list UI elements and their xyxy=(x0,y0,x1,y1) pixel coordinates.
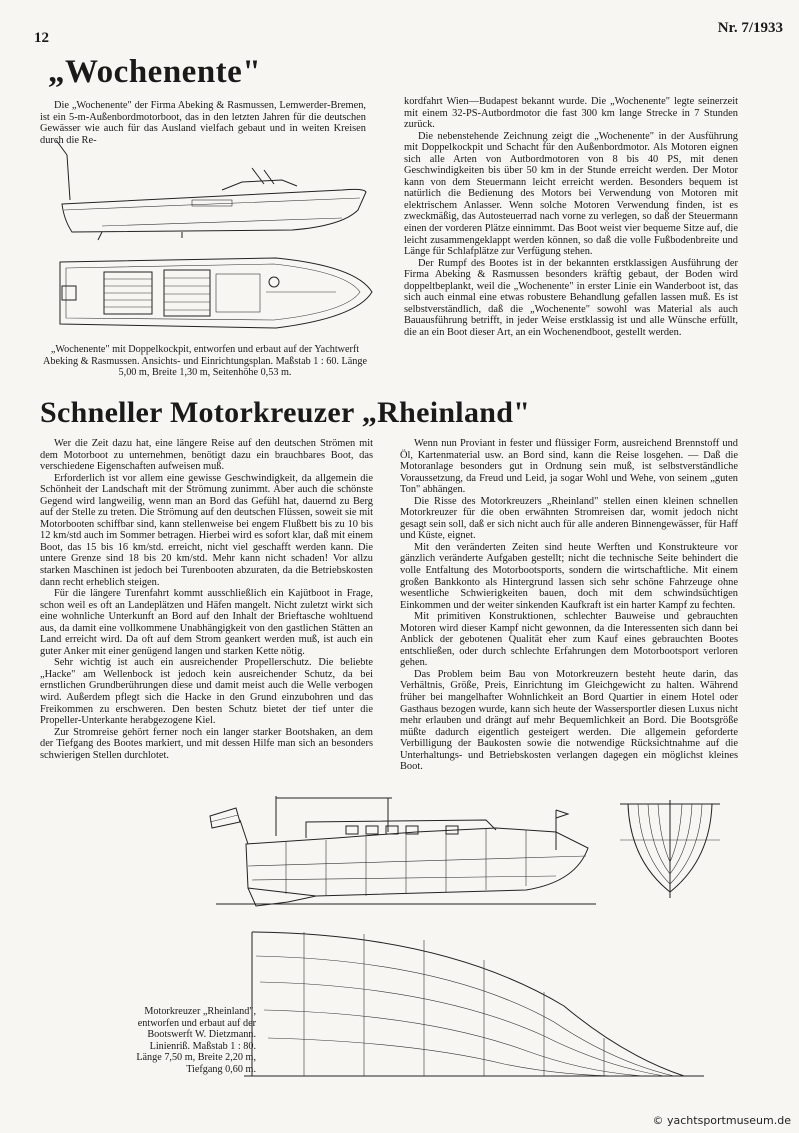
paragraph: Für die längere Turenfahrt kommt ausschließlich ein Kajütboot in Frage, schon weil es oft an Landeplätzen und Häfen mangelt. Nicht zuletzt wirkt sich eine wohnliche Unterkunft an Bord auf den Inhalt der Brieftasche wohltuend aus, da damit eine vollkommene Unabhängigkeit von den gastlichen Stätten an Land erreicht wird. Da oft auf dem Strom geankert werden muß, ist auch ein guter Anker mit einer genügend langen und starken Kette nötig. xyxy=(40,588,373,657)
paragraph: Die Risse des Motorkreuzers „Rheinland" stellen einen kleinen schnellen Motorkreuzer für die oben erwähnten Stromreisen dar, womit jedoch nicht gesagt sein soll, daß er sich nicht auch für alle anderen Binnengewässer, für Haff und Küste, eignet. xyxy=(400,495,738,542)
rheinland-half-breadth-plan-drawing xyxy=(244,926,704,1096)
wochenente-plan-view-drawing xyxy=(56,252,376,336)
paragraph: Mit primitiven Konstruktionen, schlechter Bauweise und gebrauchten Motoren wird dieser Kampf nicht gewonnen, da die Interessenten sich dann bei Anblick der gebotenen Qualität eher zum Kauf eines gebrauchten Bootes entschließen, oder durch schlechte Erfahrungen dem Motorbootsport verloren gehen. xyxy=(400,611,738,669)
figure-caption-rheinland xyxy=(44,1006,256,1076)
rheinland-body-section-drawing xyxy=(620,800,720,900)
paragraph: Zur Stromreise gehört ferner noch ein langer starker Bootshaken, an dem der Tiefgang des Bootes markiert, und mit dessen Hilfe man sich an besonders schwierigen Stellen durchlotet. xyxy=(40,726,373,761)
caption-line: Bootswerft W. Dietzmann. xyxy=(147,1029,256,1041)
article2-left-column xyxy=(40,438,373,761)
article-title-wochenente: „Wochenente" xyxy=(48,54,262,90)
paragraph: Wenn nun Proviant in fester und flüssiger Form, ausreichend Brennstoff und Öl, Kartenmaterial usw. an Bord sind, kann die Reise losgehen. — Daß die Motoranlage besonders gut in Ordnung sein muß, ist selbstverständliche Voraussetzung, da Freud und Leid, ja sogar Wohl und Wehe, von seinem „guten Ton" abhängen. xyxy=(400,438,738,496)
paragraph: Die nebenstehende Zeichnung zeigt die „Wochenente" in der Ausführung mit Doppelkockpit und Schacht für den Außenbordmotor. Als Motoren eignen sich alle Arten von Autbordmotoren von 8 bis 40 PS, mit denen Geschwindigkeiten bis über 50 km in der Stunde erreicht werden. Der Motor kann von dem Steuermann leicht erreicht werden. Besonders bequem ist natürlich die Bedienung des Motors bei Verwendung von Motoren mit elektrischem Anlasser. Wenn solche Motoren Verwendung finden, ist es zweckmäßig, das Autosteuerrad nach vorne zu verlegen, so daß der Steuermann einen der vorderen Plätze einnimmt. Das Boot weist vier bequeme Sitze auf, die leicht zusammengeklappt werden können, so daß die volle Fußbodenbreite und Länge für Schlafplätze zur Verfügung stehen. xyxy=(404,130,738,258)
paragraph: Sehr wichtig ist auch ein ausreichender Propellerschutz. Die beliebte „Hacke" am Wellenbock ist jedoch kein ausreichender Schutz, da bei ernstlichen Grundberührungen diese und damit meist auch die Welle verbogen wird. Außerdem pflegt sich die Hacke in den Grund einzubohren und das Freikommen zu erschweren. Den besten Schutz bietet der tief unter die Propeller-Unterkante herabgezogene Kiel. xyxy=(40,657,373,727)
figure-caption-wochenente: „Wochenente" mit Doppelkockpit, entworfen und erbaut auf der Yachtwerft Abeking & Rasmussen. Ansichts- und Einrichtungsplan. Maßstab 1 : 60. Länge 5,00 m, Breite 1,30 m, Seitenhöhe 0,53 m. xyxy=(43,344,367,379)
caption-line: entworfen und erbaut auf der xyxy=(137,1017,256,1029)
article-title-rheinland: Schneller Motorkreuzer „Rheinland" xyxy=(40,396,531,429)
paragraph: Das Problem beim Bau von Motorkreuzern besteht heute darin, das Verhältnis, Größe, Preis, Einrichtung im Gleichgewicht zu halten. Während früher bei mangelhafter Wohnlichkeit an Bord Quartier in einem Hotel oder Gasthaus bezogen wurde, kann sich heute der Wassersportler diesen Luxus nicht mehr erlauben und drängt auf mehr Bequemlichkeit an Bord. Die Bootsgröße müßte dadurch eigentlich gesteigert werden. Die allgemein geforderte Verbilligung der Baukosten sowie die notwendige Rücksichtnahme auf die Unterhaltungs- und Betriebskosten verlangen dagegen ein möglichst kleines Boot. xyxy=(400,668,738,773)
page-number: 12 xyxy=(34,30,49,46)
paragraph: Mit den veränderten Zeiten sind heute Werften und Konstrukteure vor gänzlich veränderte Aufgaben gestellt; nicht die technische Seite behindert die volle Entfaltung des Motorbootsports, sondern die wirtschaftliche. Mit einem großen Bankkonto als Hintergrund lassen sich sehr schöne Fahrzeuge ohne wesentliche Schwierigkeiten bauen, doch mit dem schwindsüchtigen Einkommen und der weiter sinkenden Kaufkraft ist ein harter Kampf zu fechten. xyxy=(400,541,738,611)
caption-line: Linienriß. Maßstab 1 : 80. xyxy=(149,1040,256,1052)
caption-line: Länge 7,50 m, Breite 2,20 m, xyxy=(136,1052,256,1064)
paragraph: Die „Wochenente" der Firma Abeking & Rasmussen, Lemwerder-Bremen, ist ein 5-m-Außenbordmotorboot, das in den letzten Jahren für die deutschen Gewässer wie auch für das Ausland vielfach gebaut und in weiten Kreisen durch die Re- xyxy=(40,100,366,146)
paragraph: Der Rumpf des Bootes ist in der bekannten erstklassigen Ausführung der Firma Abeking & Rasmussen besonders kräftig gebaut, der Boden wird doppeltbeplankt, weil die „Wochenente" in erster Linie ein Wanderboot ist, das sich auch einmal eine etwas robustere Behandlung gefallen lassen muß. Es ist selbstverständlich, daß die „Wochenente" sowohl was Material als auch Bauausführung betrifft, in jeder Weise erstklassig ist und alle Wünsche erfüllt, die an ein Boot dieser Art, an ein Wochenendboot, gestellt werden. xyxy=(404,257,738,338)
caption-line: Tiefgang 0,60 m. xyxy=(186,1063,256,1075)
article2-right-column xyxy=(400,438,738,773)
paragraph: Erforderlich ist vor allem eine gewisse Geschwindigkeit, da allgemein die Schönheit der Landschaft mit der Strömung zunimmt. Aber auch die schönste Gegend wird langweilig, wenn man an Bord das Gefühl hat, dauernd zu Berg auf der Stelle zu treten. Die Strömung auf den deutschen Flüssen, soweit sie mit Motorbooten schiffbar sind, kann stellenweise bei engem Flußbett bis zu 10 bis 12 km/std auch im Sommer betragen. Hierbei wird es sofort klar, daß mit einem Boot, das 15 bis 16 km/std. erreicht, nicht viel geschafft werden kann. Die untere Grenze sind 18 bis 20 km/std. Mehr kann nicht schaden! Vor allzu starken Maschinen ist jedoch bei Turenbooten abzuraten, da die Betriebskosten dann recht erheblich steigen. xyxy=(40,472,373,588)
paragraph: kordfahrt Wien—Budapest bekannt wurde. Die „Wochenente" legte seinerzeit mit einem 32-PS-Autbordmotor die fast 300 km lange Strecke in 7 Stunden zurück. xyxy=(404,96,738,131)
caption-line: Motorkreuzer „Rheinland", xyxy=(144,1006,256,1017)
rheinland-side-profile-drawing xyxy=(196,786,616,926)
paragraph: Wer die Zeit dazu hat, eine längere Reise auf den deutschen Strömen mit dem Motorboot zu unternehmen, benötigt dazu ein brauchbares Boot, das verschiedene Eigenschaften aufweisen muß. xyxy=(40,438,373,473)
article1-right-column xyxy=(404,96,738,338)
issue-number: Nr. 7/1933 xyxy=(717,20,783,36)
watermark: © yachtsportmuseum.de xyxy=(652,1114,791,1127)
wochenente-side-view-drawing xyxy=(42,140,372,240)
